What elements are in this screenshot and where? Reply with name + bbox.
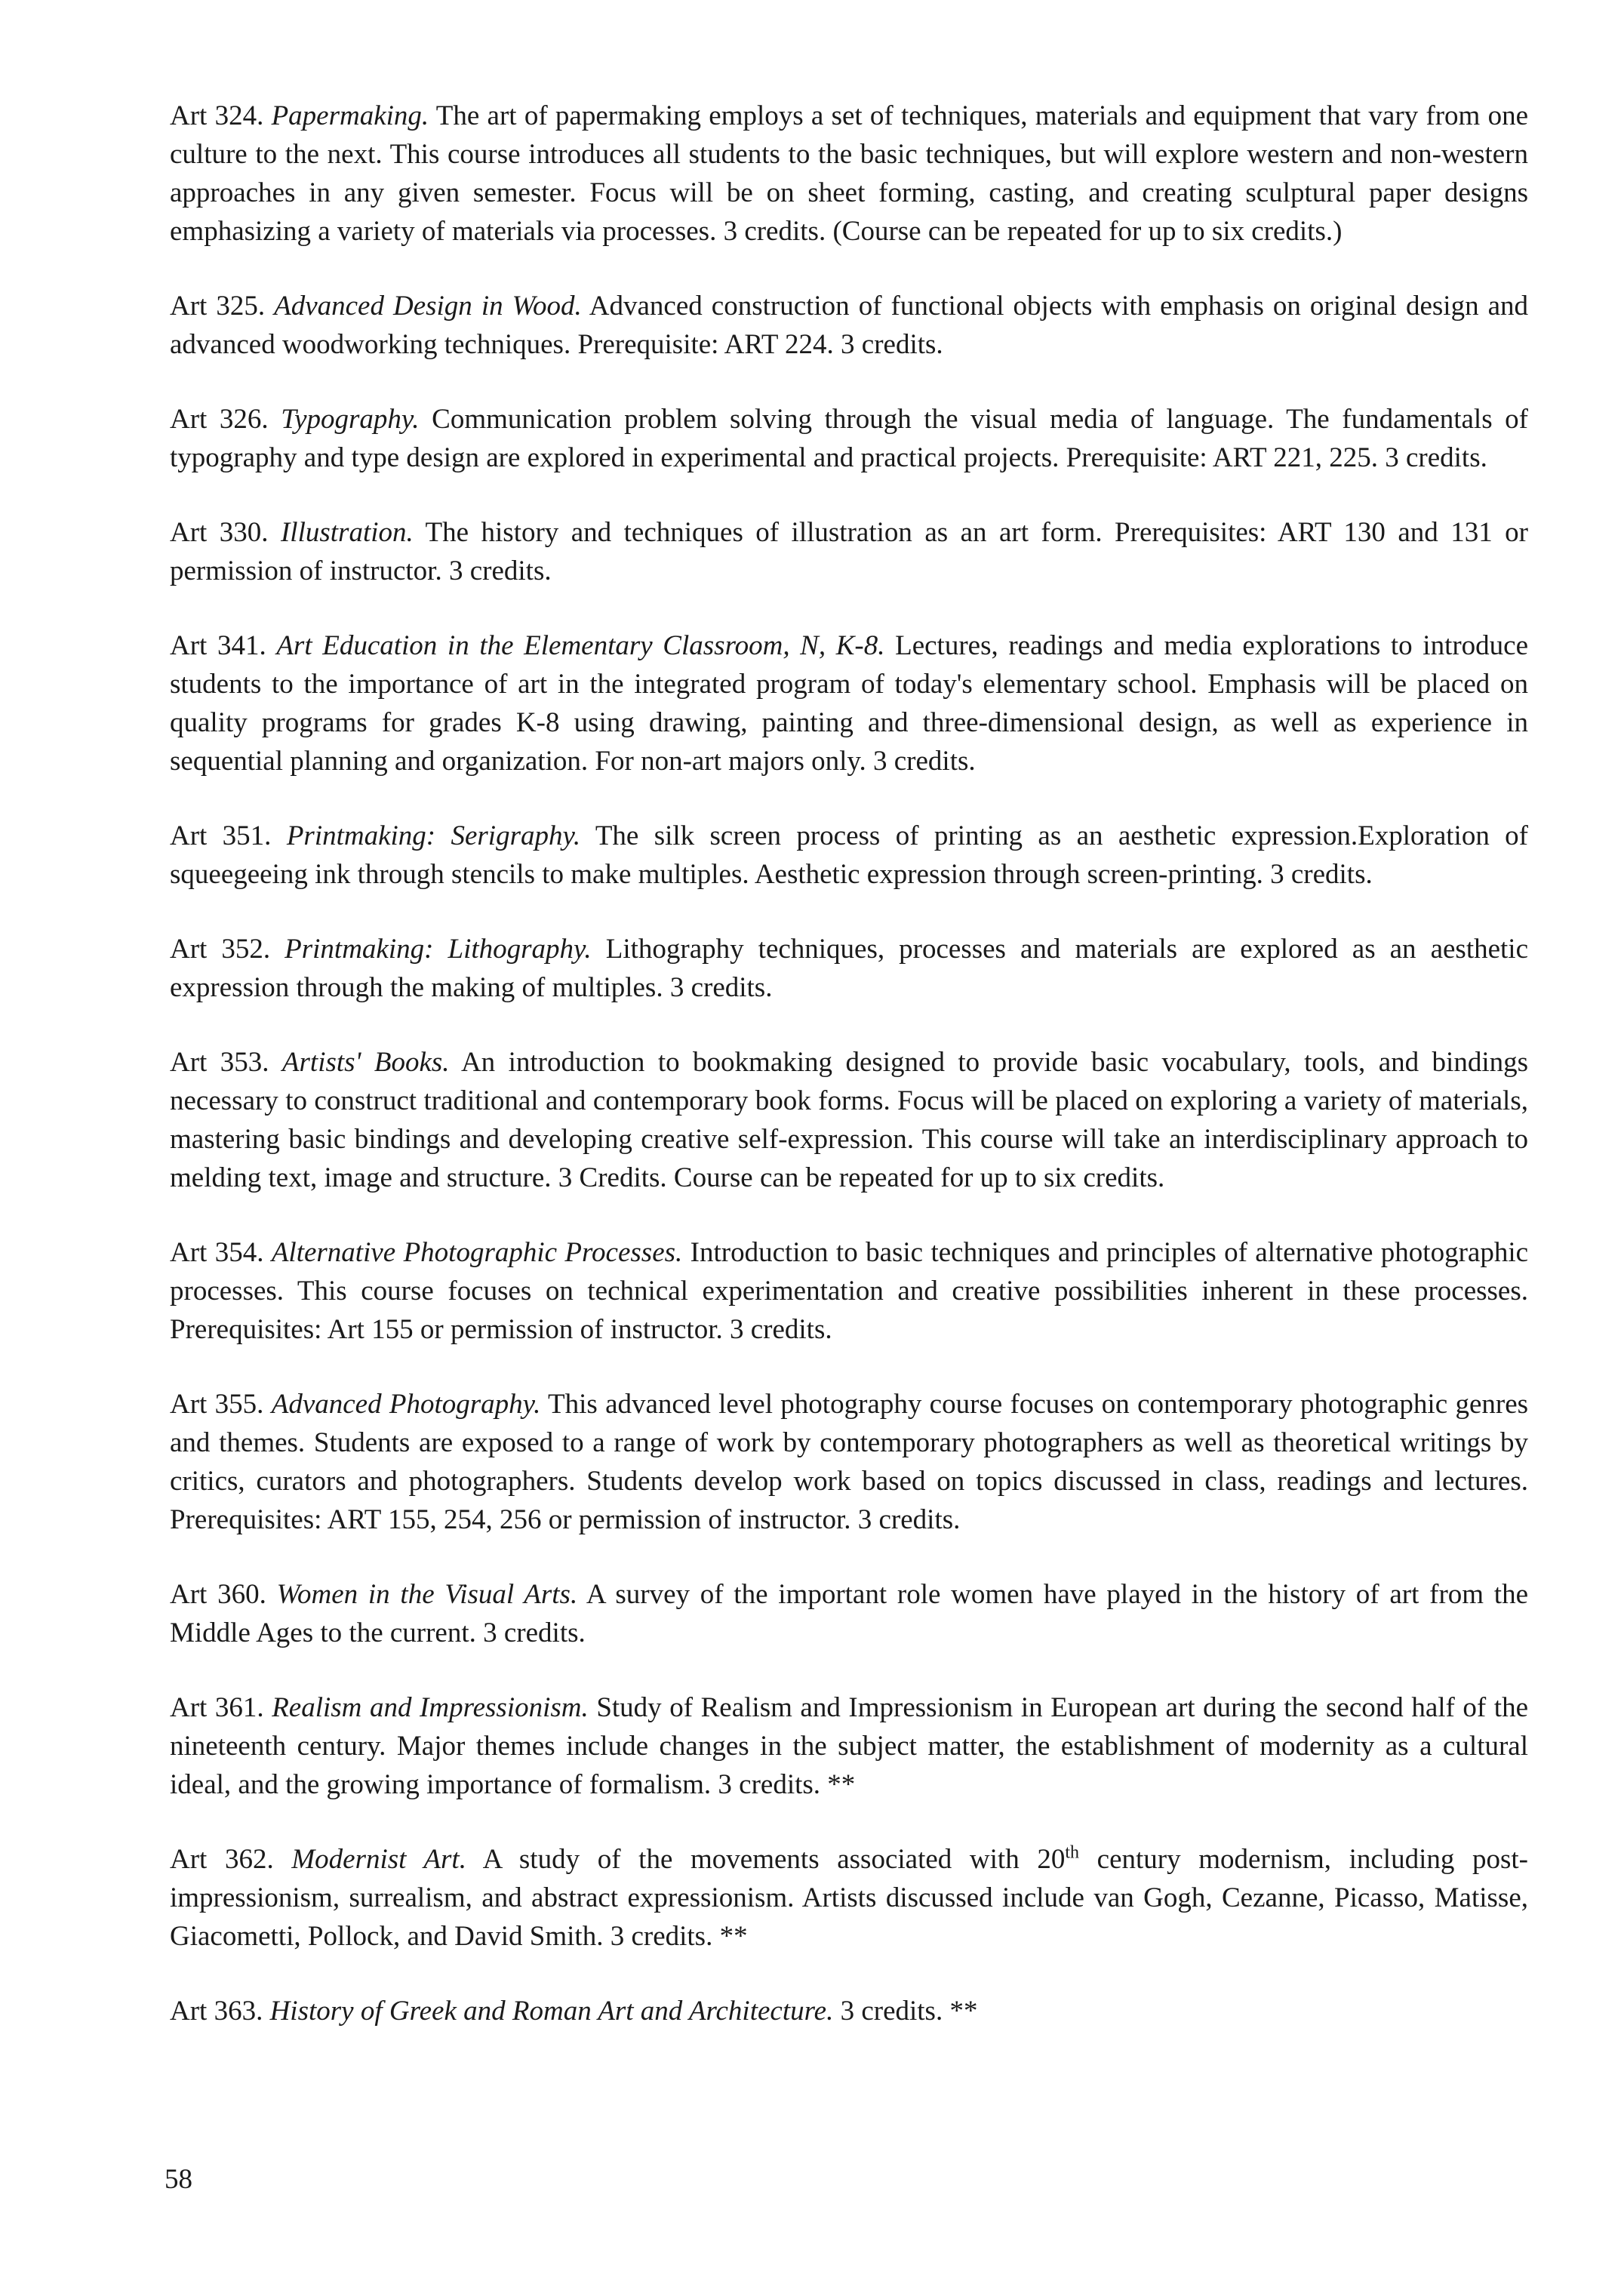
course-description: The history and techniques of illustration as an art form. Prerequisites: ART 130 and 131 or permission of instructor. 3 credits. [170,517,1529,586]
course-code: Art 361. [170,1692,264,1723]
course-entry-art-341 [170,626,1528,780]
course-title: Art Education in the Elementary Classroom, N, K-8. [276,630,885,661]
course-code: Art 330. [170,517,269,548]
course-title: Women in the Visual Arts. [276,1579,578,1610]
course-entry-art-354 [170,1233,1528,1349]
course-description: Lectures, readings and media explorations to introduce students to the importance of art in the integrated program of today's elementary school. Emphasis will be placed on quality programs for grades K-8 using drawing, painting and three-dimensional design, as well as experience in sequential planning and organization. For non-art majors only. 3 credits. [170,630,1529,777]
course-title: Papermaking. [271,100,429,131]
course-entry-art-355 [170,1385,1528,1539]
course-description: Advanced construction of functional objects with emphasis on original design and advanced woodworking techniques. Prerequisite: ART 224. 3 credits. [170,291,1528,360]
course-entry-art-326 [170,400,1528,477]
course-description: The art of papermaking employs a set of techniques, materials and equipment that vary from one culture to the next. This course introduces all students to the basic techniques, but will explore western and non-western approaches in any given semester. Focus will be on sheet forming, casting, and creating sculptural paper designs emphasizing a variety of materials via processes. 3 credits. (Course can be repeated for up to six credits.) [170,100,1528,247]
course-entry-art-325 [170,287,1528,364]
course-entry-art-353 [170,1043,1528,1197]
course-entry-art-362 [170,1840,1528,1956]
course-description-part: century modernism, including post-impressionism, surrealism, and abstract expressionism. Artists discussed include van Gogh, Cezanne, Picasso, Matisse, Giacometti, Pollock, and David Smith. 3 credits. ** [170,1844,1529,1952]
course-description: This advanced level photography course focuses on contemporary photographic genres and themes. Students are exposed to a range of work by contemporary photographers as well as theoretical writings by critics, curators and photographers. Students develop work based on topics discussed in class, readings and lectures. Prerequisites: ART 155, 254, 256 or permission of instructor. 3 credits. [170,1389,1529,1535]
course-code: Art 352. [170,934,271,965]
course-entry-art-360 [170,1575,1528,1652]
course-code: Art 351. [170,820,272,851]
course-code: Art 354. [170,1237,264,1268]
course-code: Art 325. [170,291,266,322]
course-code: Art 341. [170,630,266,661]
course-description-part: A study of the movements associated with 20 [482,1844,1066,1875]
course-code: Art 326. [170,404,269,435]
course-code: Art 360. [170,1579,266,1610]
course-description: An introduction to bookmaking designed to provide basic vocabulary, tools, and bindings necessary to construct traditional and contemporary book forms. Focus will be placed on exploring a variety of materials, mastering basic bindings and developing creative self-expression. This course will take an interdisciplinary approach to melding text, image and structure. 3 Credits. Course can be repeated for up to six credits. [170,1047,1528,1193]
course-code: Art 362. [170,1844,274,1875]
course-code: Art 353. [170,1047,269,1078]
course-title: Printmaking: Lithography. [285,934,592,965]
course-description: 3 credits. ** [840,1996,978,2027]
course-catalog-page [170,97,1528,2067]
course-title: Printmaking: Serigraphy. [286,820,581,851]
course-description: Communication problem solving through the visual media of language. The fundamentals of typography and type design are explored in experimental and practical projects. Prerequisite: ART 221, 225. 3 credits. [170,404,1529,473]
course-title: Advanced Photography. [271,1389,541,1420]
course-entry-art-363 [170,1992,1528,2030]
course-title: Typography. [281,404,420,435]
page-number: 58 [165,2164,192,2195]
course-entry-art-352 [170,930,1528,1007]
course-title: Modernist Art. [291,1844,466,1875]
course-title: Alternative Photographic Processes. [271,1237,683,1268]
course-description: The silk screen process of printing as an aesthetic expression.Exploration of squeegeeing ink through stencils to make multiples. Aesthetic expression through screen-printing. 3 credits. [170,820,1529,890]
course-entry-art-361 [170,1688,1528,1804]
course-entry-art-324 [170,97,1528,251]
ordinal-superscript: th [1065,1842,1080,1863]
course-entry-art-351 [170,817,1528,894]
course-code: Art 363. [170,1996,263,2027]
course-entry-art-330 [170,513,1528,590]
course-code: Art 355. [170,1389,264,1420]
course-description: Introduction to basic techniques and principles of alternative photographic processes. This course focuses on technical experimentation and creative possibilities inherent in these processes. Prerequisites: Art 155 or permission of instructor. 3 credits. [170,1237,1529,1345]
course-description: A survey of the important role women have played in the history of art from the Middle Ages to the current. 3 credits. [170,1579,1529,1648]
course-description: Study of Realism and Impressionism in European art during the second half of the nineteenth century. Major themes include changes in the subject matter, the establishment of modernity as a cultural ideal, and the growing importance of formalism. 3 credits. ** [170,1692,1528,1800]
course-title: Illustration. [280,517,414,548]
course-title: Advanced Design in Wood. [274,291,582,322]
course-title: History of Greek and Roman Art and Architecture. [269,1996,834,2027]
course-description: Lithography techniques, processes and materials are explored as an aesthetic expression through the making of multiples. 3 credits. [170,934,1529,1003]
course-code: Art 324. [170,100,264,131]
course-title: Artists' Books. [281,1047,450,1078]
course-title: Realism and Impressionism. [272,1692,589,1723]
